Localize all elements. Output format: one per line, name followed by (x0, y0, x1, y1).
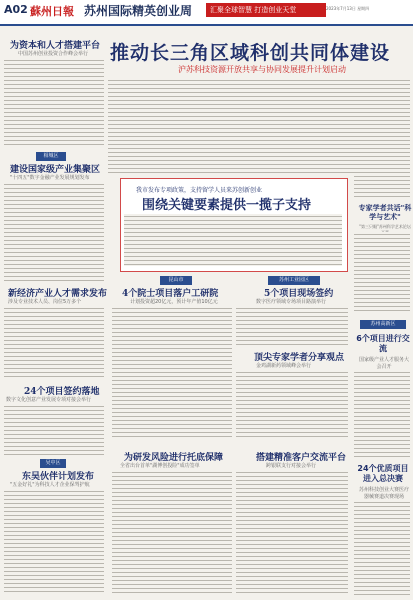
article-body (4, 306, 104, 378)
district-tag: 昆山市 (160, 276, 192, 285)
main-subheadline: 沪苏科技资源开放共享与协同发展提升计划启动 (178, 65, 346, 74)
article-body (236, 306, 348, 346)
sidebar-body (354, 370, 410, 458)
article-title: 24个项目签约落地 (24, 387, 100, 397)
slogan-banner: 汇聚全球智慧 打造创业天堂 (206, 3, 326, 17)
article-subtitle: 数字医疗领域专场项目路演举行 (256, 299, 327, 305)
article-subtitle: 计划投资超20亿元，预计年产值10亿元 (130, 299, 218, 305)
sidebar-body (354, 232, 410, 312)
featured-body (124, 214, 342, 266)
article-subtitle: 涉及专业技术人员、岗位5万多个 (8, 299, 82, 305)
article-body (112, 306, 232, 438)
article-body (4, 489, 104, 595)
article-body (236, 370, 348, 438)
district-tag: 苏州工业园区 (268, 276, 320, 285)
article-title: 东吴伙伴计划发布 (22, 472, 95, 482)
sidebar-article-title: 24个优质项目进入总决赛 (357, 464, 409, 483)
sidebar-article-subtitle: 苏州科技创业大赛医疗器械赛道决赛现场 (358, 487, 409, 500)
district-tag: 吴中区 (40, 459, 66, 468)
article-subtitle: "五金好礼"为科技人才企业保驾护航 (10, 482, 90, 488)
column-title: 苏州国际精英创业周 (84, 4, 193, 18)
divider (4, 280, 104, 281)
article-body (4, 404, 104, 456)
article-title: 5个项目现场签约 (264, 289, 334, 299)
article-subtitle: 数字文化创意产业发展专项对接会举行 (6, 397, 92, 403)
main-headline: 推动长三角区域科创共同体建设 (110, 42, 391, 64)
district-tag: 相城区 (36, 152, 66, 161)
article-body (112, 470, 232, 595)
featured-kicker: 我市发布专项政策，支持留学人员来苏创新创业 (136, 187, 263, 194)
article-title: 为研发风险进行托底保障 (124, 453, 224, 463)
district-tag: 苏州高新区 (360, 320, 406, 329)
article-title: 为资本和人才搭建平台 (10, 41, 101, 51)
article-title: 顶尖专家学者分享观点 (254, 353, 345, 363)
article-subtitle: 金鸡湖新药领域峰会举行 (256, 363, 312, 369)
article-title: 4个院士项目落户工研院 (122, 289, 219, 299)
sidebar-article-title: 6个项目进行交流 (356, 334, 410, 353)
sidebar-body (354, 500, 410, 595)
article-subtitle: "十四五"数字金融产业发展规划发布 (10, 175, 90, 181)
sidebar-subtitle: "第三只眼"苏州科学艺术论坛 (359, 224, 411, 229)
sidebar-article-subtitle: 国家级产业人才服务大会召开 (358, 357, 409, 370)
article-title: 建设国家级产业集聚区 (10, 165, 101, 175)
page-number: A02 (4, 3, 28, 16)
article-body (236, 470, 348, 595)
article-subtitle: 全省出台首单"湖博创投险"成功签单 (120, 463, 200, 469)
article-body (4, 182, 104, 278)
featured-title: 围绕关键要素提供一揽子支持 (142, 198, 312, 213)
sidebar-title: 专家学者共话"科学与艺术" (358, 204, 412, 221)
article-title: 新经济产业人才需求发布 (8, 289, 108, 299)
article-body (4, 58, 104, 148)
article-subtitle: 跨银联支行对接会举行 (266, 463, 317, 469)
issue-date: 2023年7月13日 星期四 (326, 6, 370, 11)
article-title: 搭建精准客户交流平台 (256, 453, 347, 463)
sidebar-body (354, 78, 410, 198)
article-subtitle: 中国苏州创业投资合作峰会举行 (18, 51, 89, 57)
newspaper-logo: 蘇州日報 (30, 5, 74, 18)
